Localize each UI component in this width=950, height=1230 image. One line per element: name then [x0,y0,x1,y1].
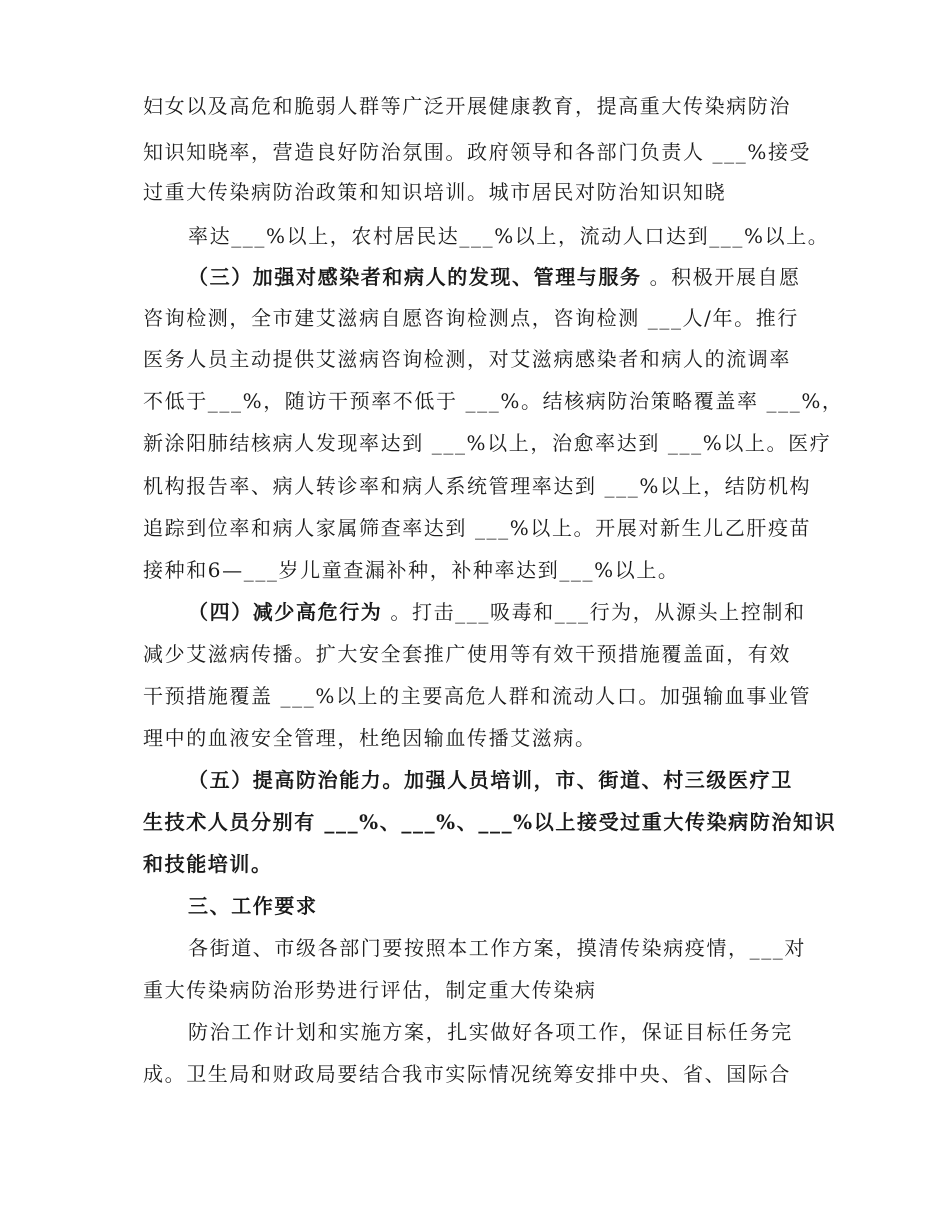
text-line-2: 知识知晓率，营造良好防治氛围。政府领导和各部门负责人 ___%接受 [143,140,812,164]
text-line-9: 新涂阳肺结核病人发现率达到 ___%以上，治愈率达到 ___%以上。医疗 [143,431,832,455]
section-4-line [188,598,806,626]
text-line-12: 接种和6—___岁儿童查漏补种，补种率达到___%以上。 [143,558,680,582]
section-5-heading-line-2: 生技术人员分别有 ___%、___%、___%以上接受过重大传染病防治知识 [143,810,837,834]
text-line-10: 机构报告率、病人转诊率和病人系统管理率达到 ___%以上，结防机构 [143,474,812,498]
text-line-14: 减少艾滋病传播。扩大安全套推广使用等有效干预措施覆盖面，有效 [143,642,791,666]
text-line-8: 不低于___%，随访干预率不低于 ___%。结核病防治策略覆盖率 ___%， [143,389,844,413]
section-4-heading: （四）减少高危行为 [188,600,383,624]
text-line-1: 妇女以及高危和脆弱人群等广泛开展健康教育，提高重大传染病防治 [143,94,791,118]
text-line-6: 咨询检测，全市建艾滋病自愿咨询检测点，咨询检测 ___人/年。推行 [143,306,799,330]
section-3-heading-rest: 。积极开展自愿 [641,265,801,289]
section-3-heading: （三）加强对感染者和病人的发现、管理与服务 [188,265,642,289]
text-line-15: 干预措施覆盖 ___%以上的主要高危人群和流动人口。加强输血事业管 [143,684,812,708]
text-line-7: 医务人员主动提供艾滋病咨询检测，对艾滋病感染者和病人的流调率 [143,347,791,371]
text-line-4: 率达___%以上，农村居民达___%以上，流动人口达到___%以上。 [188,224,830,248]
text-line-16: 理中的血液安全管理，杜绝因输血传播艾滋病。 [143,726,597,750]
section-4-heading-rest: 。打击___吸毒和___行为，从源头上控制和 [382,600,806,624]
text-line-21: 各街道、市级各部门要按照本工作方案，摸清传染病疫情，___对 [188,936,806,960]
text-line-23: 防治工作计划和实施方案，扎实做好各项工作，保证目标任务完 [188,1020,793,1044]
section-work-requirements-heading: 三、工作要求 [188,894,318,918]
section-5-heading-line-3: 和技能培训。 [143,852,273,876]
text-line-22: 重大传染病防治形势进行评估，制定重大传染病 [143,978,597,1002]
section-3-line [188,263,801,291]
section-5-heading-line-1: （五）提高防治能力。加强人员培训，市、街道、村三级医疗卫 [188,768,793,792]
text-line-24: 成。卫生局和财政局要结合我市实际情况统筹安排中央、省、国际合 [143,1062,791,1086]
text-line-11: 追踪到位率和病人家属筛查率达到 ___%以上。开展对新生儿乙肝疫苗 [143,516,812,540]
text-line-3: 过重大传染病防治政策和知识培训。城市居民对防治知识知晓 [143,180,727,204]
